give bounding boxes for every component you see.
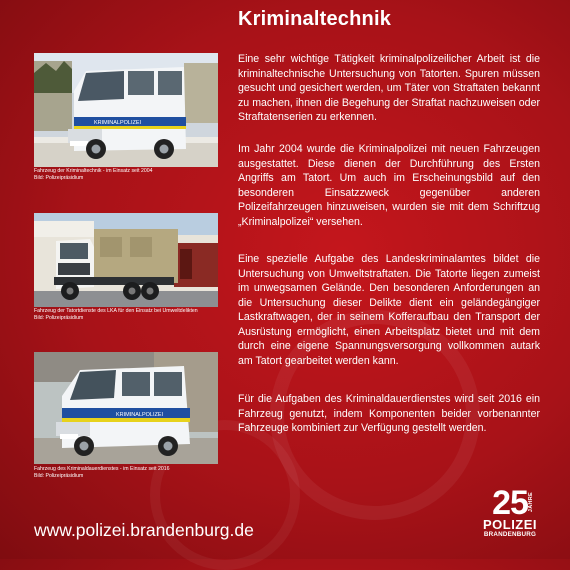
logo-brandenburg: BRANDENBURG xyxy=(483,531,537,538)
photo-kriminaltechnik-van xyxy=(34,53,218,167)
caption-text: Fahrzeug der Kriminaltechnik - im Einsatz seit 2004 xyxy=(34,168,153,174)
caption-text: Fahrzeug der Tatortdienste des LKA für den Einsatz bei Umweltdelikten xyxy=(34,308,198,314)
photo-caption-3 xyxy=(34,466,234,479)
anniversary-logo xyxy=(478,484,542,539)
photo-caption-1 xyxy=(34,168,234,181)
logo-polizei: POLIZEI xyxy=(482,517,538,532)
photo-kriminaldauerdienst-van xyxy=(34,352,218,464)
paragraph-4: Für die Aufgaben des Kriminaldauerdienstes wird seit 2016 ein Fahrzeug genutzt, indem Komponenten beider vorbenannter Fahrzeuge kombiniert zur Verfügung gestellt werden. xyxy=(238,393,540,434)
logo-jahre: JAHRE xyxy=(528,492,534,513)
paragraph-2: Im Jahr 2004 wurde die Kriminalpolizei mit neuen Fahrzeugen ausgestattet. Diese dienen der Durchführung des Ersten Angriffs am Tatort. Um auch im Erscheinungsbild auf den besonderen Einsatzzweck gegenüber anderen Polizeifahrzeugen hinzuweisen, wurden sie mit dem Schriftzug „Kriminalpolizei“ versehen. xyxy=(238,143,540,228)
caption-credit: Bild: Polizeipräsidium xyxy=(34,174,84,181)
logo-number: 25 xyxy=(492,484,528,522)
caption-credit: Bild: Polizeipräsidium xyxy=(34,314,84,321)
caption-text: Fahrzeug des Kriminaldauerdienstes - im Einsatz seit 2016 xyxy=(34,466,170,472)
van-lettering: KRIMINALPOLIZEI xyxy=(94,120,142,126)
page-title: Kriminaltechnik xyxy=(238,8,392,30)
caption-credit: Bild: Polizeipräsidium xyxy=(34,472,84,479)
van-lettering: KRIMINALPOLIZEI xyxy=(116,412,164,418)
photo-lka-truck xyxy=(34,213,218,307)
website-link[interactable]: www.polizei.brandenburg.de xyxy=(34,520,254,540)
photo-caption-2 xyxy=(34,308,234,321)
paragraph-3: Eine spezielle Aufgabe des Landeskriminalamtes bildet die Untersuchung von Umweltstraftaten. Die Tatorte liegen zumeist im unwegsamen Gelände. Den besonderen Anforderungen an die Untersuchung dieser Delikte dient ein geländegängiger Lastkraftwagen, der in seinem Kofferaufbau den Transport der Ausrüstung ermöglicht, einen Arbeitsplatz bietet und mit dem durch eine eigene Spannungsversorgung vollkommen autark am Tatort gearbeitet werden kann. xyxy=(238,253,540,367)
paragraph-1: Eine sehr wichtige Tätigkeit kriminalpolizeilicher Arbeit ist die kriminaltechnische Untersuchung von Tatorten. Spuren müssen gesucht und gesichert werden, um Täter von Straftaten bekannt zu machen, ihnen die Begehung der Straftat nachzuweisen oder Straftatenserien zu erkennen. xyxy=(238,53,540,123)
